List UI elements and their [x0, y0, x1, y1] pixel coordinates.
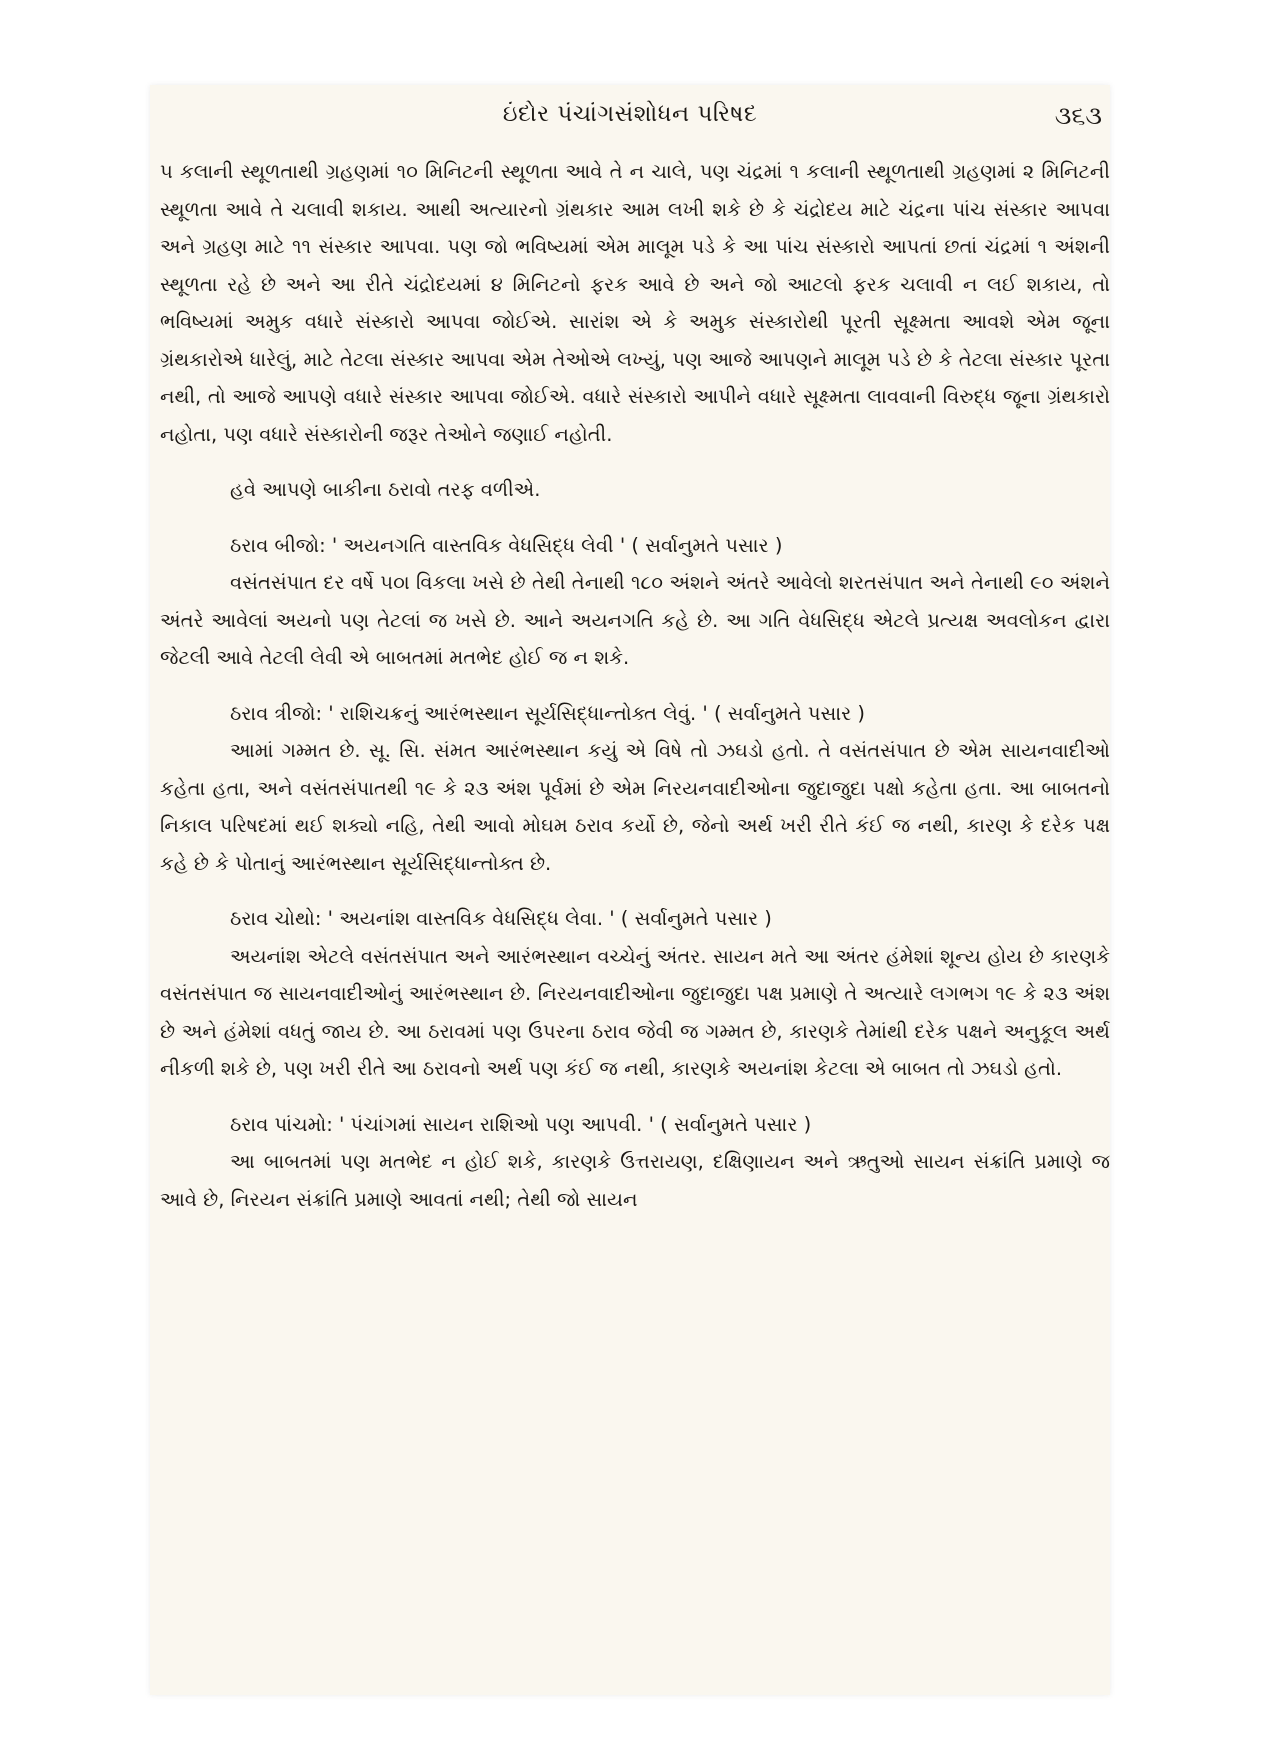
resolution-heading-4: ઠરાવ ચોથો: ' અયનાંશ વાસ્તવિક વેધસિદ્ધ લેવા. ' ( સર્વાનુમતે પસાર ) — [230, 907, 772, 930]
resolution-heading-2: ઠરાવ બીજો: ' અયનગતિ વાસ્તવિક વેધસિદ્ધ લેવી ' ( સર્વાનુમતે પસાર ) — [230, 533, 783, 557]
running-header — [150, 101, 1110, 141]
resolution-heading-3: ઠરાવ ત્રીજો: ' રાશિચક્રનું આરંભસ્થાન સૂર્યસિદ્ધાન્તોક્ત લેવું. ' ( સર્વાનુમતે પસાર ) — [230, 701, 866, 725]
page-number: ૩૬૩ — [1054, 101, 1102, 130]
paragraph-resolution-3: આમાં ગમ્મત છે. સૂ. સિ. સંમત આરંભસ્થાન કયું એ વિષે તો ઝઘડો હતો. તે વસંતસંપાત છે એમ સાયનવાદીઓ કહેતા હતા, અને વસંતસંપાતથી ૧૯ કે ૨૩ અંશ પૂર્વમાં છે એમ નિરયનવાદીઓના જુદાજુદા પક્ષો કહેતા હતા. આ બાબતનો નિકાલ પરિષદમાં થઈ શક્યો નહિ, તેથી આવો મોઘમ ઠરાવ કર્યો છે, જેનો અર્થ ખરી રીતે કંઈ જ નથી, કારણ કે દરેક પક્ષ કહે છે કે પોતાનું આરંભસ્થાન સૂર્યસિદ્ધાન્તોક્ત છે. — [160, 739, 1110, 875]
paragraph-resolution-5: આ બાબતમાં પણ મતભેદ ન હોઈ શકે, કારણકે ઉત્તરાયણ, દક્ષિણાયન અને ઋતુઓ સાયન સંક્રાંતિ પ્રમાણે જ આવે છે, નિરયન સંક્રાંતિ પ્રમાણે આવતાં નથી; તેથી જો સાયન — [160, 1150, 1110, 1211]
paragraph-resolution-2: વસંતસંપાત દર વર્ષે ૫૦ા વિકલા ખસે છે તેથી તેનાથી ૧૮૦ અંશને અંતરે આવેલો શરતસંપાત અને તેનાથી ૯૦ અંશને અંતરે આવેલાં અયનો પણ તેટલાં જ ખસે છે. આને અયનગતિ કહે છે. આ ગતિ વેધસિદ્ધ એટલે પ્રત્યક્ષ અવલોકન દ્વારા જેટલી આવે તેટલી લેવી એ બાબતમાં મતભેદ હોઈ જ ન શકે. — [160, 571, 1110, 669]
resolution-heading-5: ઠરાવ પાંચમો: ' પંચાંગમાં સાયન રાશિઓ પણ આપવી. ' ( સર્વાનુમતે પસાર ) — [230, 1112, 812, 1136]
paragraph-continued: ૫ કલાની સ્થૂળતાથી ગ્રહણમાં ૧૦ મિનિટની સ્થૂળતા આવે તે ન ચાલે, પણ ચંદ્રમાં ૧ કલાની સ્થૂળતાથી ગ્રહણમાં ૨ મિનિટની સ્થૂળતા આવે તે ચલાવી શકાય. આથી અત્યારનો ગ્રંથકાર આમ લખી શકે છે કે ચંદ્રોદય માટે ચંદ્રના પાંચ સંસ્કાર આપવા અને ગ્રહણ માટે ૧૧ સંસ્કાર આપવા. પણ જો ભવિષ્યમાં એમ માલૂમ પડે કે આ પાંચ સંસ્કારો આપતાં છતાં ચંદ્રમાં ૧ અંશની સ્થૂળતા રહે છે અને આ રીતે ચંદ્રોદયમાં ૪ મિનિટનો ફરક આવે છે અને જો આટલો ફરક ચલાવી ન લઈ શકાય, તો ભવિષ્યમાં અમુક વધારે સંસ્કારો આપવા જોઈએ. સારાંશ એ કે અમુક સંસ્કારોથી પૂરતી સૂક્ષ્મતા આવશે એમ જૂના ગ્રંથકારોએ ધારેલું, માટે તેટલા સંસ્કાર આપવા એમ તેઓએ લખ્યું, પણ આજે આપણને માલૂમ પડે છે કે તેટલા સંસ્કાર પૂરતા નથી, તો આજે આપણે વધારે સંસ્કાર આપવા જોઈએ. વધારે સંસ્કારો આપીને વધારે સૂક્ષ્મતા લાવવાની વિરુદ્ધ જૂના ગ્રંથકારો નહોતા, પણ વધારે સંસ્કારોની જરૂર તેઓને જણાઈ નહોતી. — [160, 160, 1110, 446]
paragraph-transition: હવે આપણે બાકીના ઠરાવો તરફ વળીએ. — [230, 478, 541, 501]
paragraph-resolution-4: અયનાંશ એટલે વસંતસંપાત અને આરંભસ્થાન વચ્ચેનું અંતર. સાયન મતે આ અંતર હંમેશાં શૂન્ય હોય છે કારણકે વસંતસંપાત જ સાયનવાદીઓનું આરંભસ્થાન છે. નિરયનવાદીઓના જુદાજુદા પક્ષ પ્રમાણે તે અત્યારે લગભગ ૧૯ કે ૨૩ અંશ છે અને હંમેશાં વધતું જાય છે. આ ઠરાવમાં પણ ઉપરના ઠરાવ જેવી જ ગમ્મત છે, કારણકે તેમાંથી દરેક પક્ષને અનુકૂલ અર્થ નીકળી શકે છે, પણ ખરી રીતે આ ઠરાવનો અર્થ પણ કંઈ જ નથી, કારણકે અયનાંશ કેટલા એ બાબત તો ઝઘડો હતો. — [160, 944, 1110, 1080]
book-page — [150, 85, 1110, 1695]
body-text — [160, 153, 1110, 1218]
running-title: ઇંદોર પંચાંગસંશોધન પરિષદ — [502, 101, 758, 127]
